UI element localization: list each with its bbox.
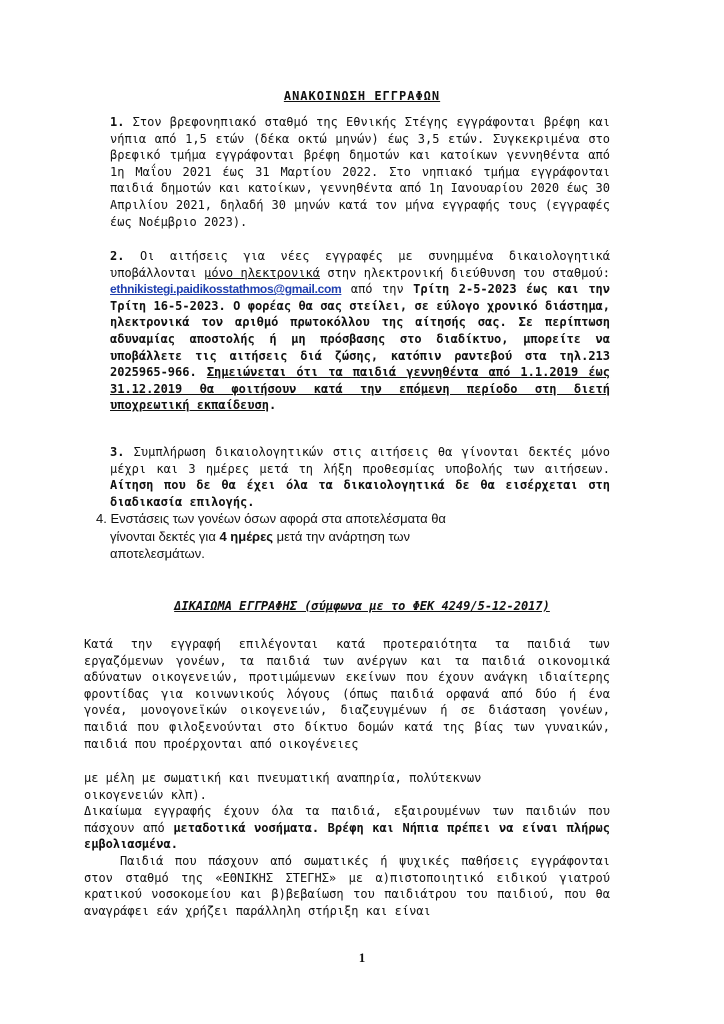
item-2-note-bold-underlined: Σημειώνεται ότι τα παιδιά γεννηθέντα από 1.1.2019 έως 31.12.2019 θα φοιτήσουν κατά την επόμενη περίοδο στη διετή υποχρεωτική εκπαίδευση — [110, 365, 611, 413]
item-4-line-2: γίνονται δεκτές για 4 ημέρες μετά την ανάρτηση των — [110, 528, 411, 544]
item-2-end: . — [268, 398, 277, 413]
page-title: ΑΝΑΚΟΙΝΩΣΗ ΕΓΓΡΑΦΩΝ — [283, 89, 441, 103]
section-2-para-1: Κατά την εγγραφή επιλέγονται κατά προτεραιότητα τα παιδιά των εργαζόμενων γονέων, τα παιδιά των ανέργων και τα παιδιά οικονομικά αδύνατων οικογενειών, προτιμώμενων εκείνων που έχουν ανάγκη ιδιαίτερης φροντίδας για κοινωνικούς λόγους (όπως παιδιά ορφανά από δύο ή ένα γονέα, μονογονεϊκών οικογενειών, διαζευγμένων ή σε διάσταση γονέων, παιδιά που φιλοξενούνται στο δίκτυο δομών κατά της βίας των γυναικών, παιδιά που προέρχονται από οικογένειες — [84, 637, 610, 751]
section-2-para-1b: με μέλη με σωματική και πνευματική αναπηρία, πολύτεκνων οικογενειών κλπ). — [84, 771, 482, 802]
email-link[interactable]: ethnikistegi.paidikosstathmos@gmail.com — [110, 282, 342, 297]
section-2-para-2-bold: μεταδοτικά νοσήματα. Βρέφη και Νήπια πρέπει να είναι πλήρως εμβολιασμένα. — [84, 820, 610, 852]
item-2-only-electronic: μόνο ηλεκτρονικά — [204, 265, 320, 280]
item-4-days-bold: 4 ημέρες — [219, 528, 274, 544]
item-3-text: Συμπλήρωση δικαιολογητικών στις αιτήσεις θα γίνονται δεκτές μόνο μέχρι και 3 ημέρες μετά τη λήξη προθεσμίας υποβολής των αιτήσεων. — [110, 445, 610, 476]
item-3 — [110, 444, 610, 510]
item-1-text: Στον βρεφονηπιακό σταθμό της Εθνικής Στέγης εγγράφονται βρέφη και νήπια από 1,5 ετών (δέκα οκτώ μηνών) έως 3,5 ετών. Συγκεκριμένα στο βρεφικό τμήμα εγγράφονται βρέφη δημοτών και κατοίκων γεννηθέντα από 1η Μαΐου 2021 έως 31 Μαρτίου 2022. Στο νηπιακό τμήμα εγγράφονται παιδιά δημοτών και κατοίκων, γεννηθέντα από 1η Ιανουαρίου 2020 έως 30 Απριλίου 2021, δηλαδή 30 μηνών κατά τον μήνα εγγραφής τους (εγγραφές έως Νοέμβριο 2023). — [110, 115, 610, 229]
item-4-line-1: 4. Ενστάσεις των γονέων όσων αφορά στα αποτελέσματα θα — [96, 511, 446, 526]
item-2-number: 2. — [110, 249, 125, 263]
section-2-para-3: Παιδιά που πάσχουν από σωματικές ή ψυχικές παθήσεις εγγράφονται στον σταθμό της «ΕΘΝΙΚΗΣ ΣΤΕΓΗΣ» με α)πιστοποιητικό ειδικού γιατρού κρατικού νοσοκομείου και β)βεβαίωση του παιδιάτρου του παιδιού, που θα αναγράφει εάν χρήζει παράλληλη στήριξη και είναι — [84, 854, 610, 918]
item-2-dates-bold: Τρίτη 2-5-2023 έως και την Τρίτη 16-5-2023. Ο φορέας θα σας στείλει, σε εύλογο χρονικό διάστημα, ηλεκτρονικά τον αριθμό πρωτοκόλλου της αίτησής σας. Σε περίπτωση αδυναμίας αποστολής ή μη πρόσβασης στο διαδίκτυο, μπορείτε να υποβάλλετε τις αιτήσεις διά ζώσης, κατόπιν ραντεβού στα τηλ.213 2025965-966. — [110, 282, 610, 380]
section-2-title: ΔΙΚΑΙΩΜΑ ΕΓΓΡΑΦΗΣ (σύμφωνα με το ΦΕΚ 4249/5-12-2017) — [174, 599, 550, 613]
item-2-text-b: στην ηλεκτρονική διεύθυνση του σταθμού: — [319, 265, 611, 280]
page-number: 1 — [358, 950, 366, 965]
item-1 — [110, 114, 610, 230]
item-2-text-a: Οι αιτήσεις για νέες εγγραφές με συνημμένα δικαιολογητικά υποβάλλονται — [110, 249, 610, 280]
section-2-para-2: Δικαίωμα εγγραφής έχουν όλα τα παιδιά, εξαιρουμένων των παιδιών που πάσχουν από μεταδοτικά νοσήματα. Βρέφη και Νήπια πρέπει να είναι πλήρως εμβολιασμένα. — [84, 804, 610, 852]
item-4-line-3: αποτελεσμάτων. — [110, 546, 205, 561]
item-1-number: 1. — [110, 115, 125, 129]
item-3-number: 3. — [110, 445, 125, 459]
item-2 — [110, 248, 610, 414]
item-3-bold: Αίτηση που δε θα έχει όλα τα δικαιολογητικά δε θα εισέρχεται στη διαδικασία επιλογής. — [110, 478, 610, 509]
item-2-text-c: από την — [341, 282, 414, 297]
item-4 — [96, 510, 616, 563]
